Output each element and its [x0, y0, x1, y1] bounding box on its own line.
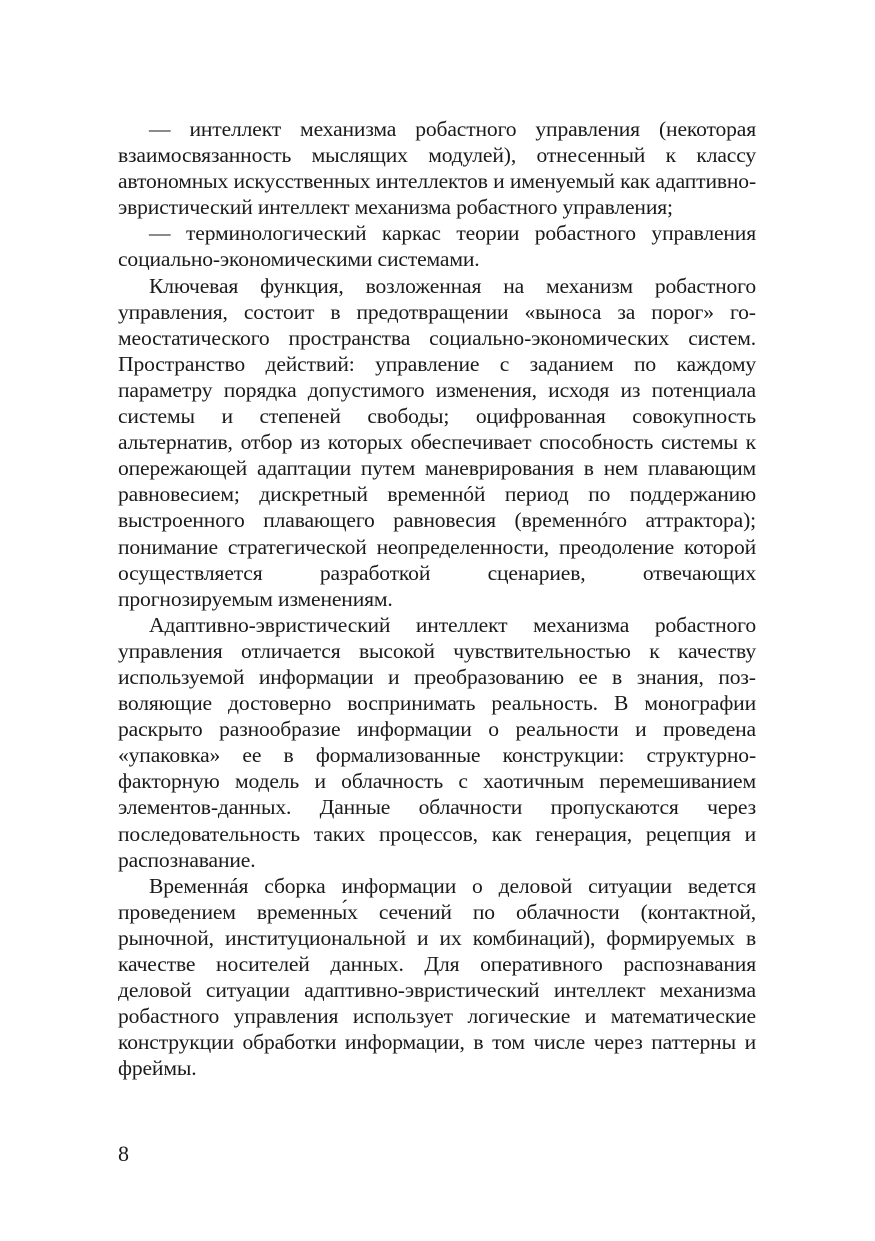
paragraph-key-function: Ключевая функция, возложенная на механизм робастного управления, состоит в предотвращении «выноса за порог» гомеостатического пространства социально-экономических систем. Пространство действий: управление с заданием по каждому параметру порядка допустимого изменения, исходя из потенциала системы и степеней свободы; оцифрованная совокупность альтернатив, отбор из которых обеспечивает способность системы к опережающей адаптации путем маневрирования в нем плавающим равновесием; дискретный временнóй период по поддержанию выстроенного плавающего равновесия (временнóго аттрактора); понимание стратегической неопределенности, преодоление которой осуществляется разработкой сценариев, отвечающих прогнозируемым изменениям.: [118, 273, 756, 611]
paragraph-temporal-assembly: Временнáя сборка информации о деловой ситуации ведется проведением временны́х сечений по облачности (контактной, рыночной, институциональной и их комбинаций), формируемых в качестве носителей данных. Для оперативного распознавания деловой ситуации адаптивно-эвристический интеллект механизма робастного управления использует логические и математические конструкции обработки информации, в том числе через паттерны и фреймы.: [118, 873, 756, 1081]
page-text: [118, 116, 756, 1081]
paragraph-intellect-item: — интеллект механизма робастного управления (некоторая взаимосвязанность мыслящих модулей), отнесенный к классу автономных искусственных интеллектов и именуемый как адаптивно-эвристический интеллект механизма робастного управления;: [118, 117, 756, 220]
page-number: 8: [118, 1141, 129, 1166]
paragraph-adaptive-intellect: Адаптивно-эвристический интеллект механизма робастного управления отличается высокой чувствительностью к качеству используемой информации и преобразованию ее в знания, позволяющие достоверно воспринимать реальность. В монографии раскрыто разнообразие информации о реальности и проведена «упаковка» ее в формализованные конструкции: структурно-факторную модель и облачность с хаотичным перемешиванием элементов-данных. Данные облачности пропускаются через последовательность таких процессов, как генерация, рецепция и распознавание.: [118, 612, 756, 872]
paragraph-terminology-item: — терминологический каркас теории робастного управления социально-экономическими системами.: [118, 221, 756, 272]
